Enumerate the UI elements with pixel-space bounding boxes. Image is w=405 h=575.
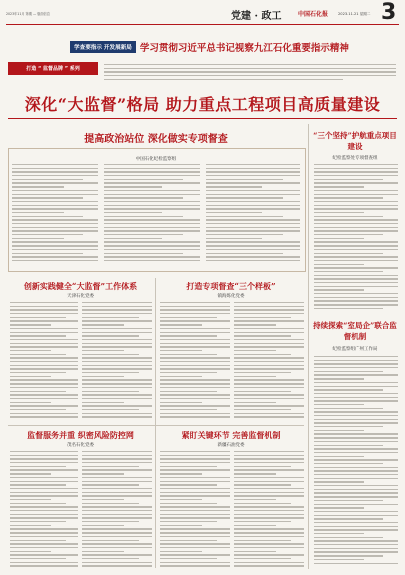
section-4-col-1 [160, 302, 230, 420]
section-1-col-1 [12, 164, 98, 266]
section-6-col-1 [10, 451, 78, 569]
section-5-body [314, 356, 398, 568]
section-1-byline: 中国石化纪检监察组 [135, 157, 177, 162]
section-3-byline: 天津石化党委 [67, 294, 94, 299]
section-1-col-2 [104, 164, 200, 266]
banner-tag: 学查要指示 开发展新局 [70, 41, 136, 53]
section-2-byline: 纪检监察处专项督查组 [332, 156, 378, 161]
section-3-col-2 [82, 302, 152, 420]
banner-title: 学习贯彻习近平总书记视察九江石化重要指示精神 [139, 43, 349, 54]
section-6-col-2 [82, 451, 152, 569]
page-number: 3 [381, 0, 397, 25]
lead-paragraph [104, 64, 396, 82]
section-3-col-1 [10, 302, 78, 420]
section-7-col-1 [160, 451, 230, 569]
section-4-title: 打造专项督查“三个样板” [186, 281, 276, 291]
section-4-col-2 [234, 302, 304, 420]
main-headline: 深化“大监督”格局 助力重点工程项目高质量建设 [24, 95, 381, 114]
section-1-title: 提高政治站位 深化做实专项督查 [84, 134, 228, 145]
issue-date: 2023.11.21 星期二 [338, 12, 371, 16]
paper-logo: 中国石化报 [298, 11, 329, 18]
column-divider-2 [155, 278, 156, 568]
section-7-byline: 新疆石油党委 [217, 443, 245, 448]
section-2-body [314, 164, 398, 314]
section-1-col-3 [206, 164, 300, 266]
section-5-byline: 纪检监察组广州工作局 [332, 347, 378, 352]
section-6-title: 监督服务并重 织密风险防控网 [27, 430, 134, 440]
section-7-col-2 [234, 451, 304, 569]
feature-banner [70, 40, 349, 54]
section-4-byline: 镇海炼化党委 [217, 294, 245, 299]
section-6-byline: 茂名石化党委 [67, 443, 94, 448]
row-divider [8, 425, 304, 426]
section-5-title: 持续探索“室局企”联合监督机制 [313, 321, 397, 341]
page-header [6, 0, 399, 25]
section-3-title: 创新实践健全“大监督”工作体系 [23, 281, 138, 291]
headline-rule [8, 118, 397, 119]
header-meta: 2023年11月 第期 — 版面信息 [6, 12, 50, 16]
column-label: 打造 “ 监督品牌 ” 系列 [8, 62, 98, 75]
section-2-title: “三个坚持”护航重点项目建设 [313, 131, 397, 151]
section-name: 党建 · 政工 [231, 11, 282, 22]
section-7-title: 紧盯关键环节 完善监督机制 [181, 430, 281, 440]
column-divider [308, 124, 309, 569]
